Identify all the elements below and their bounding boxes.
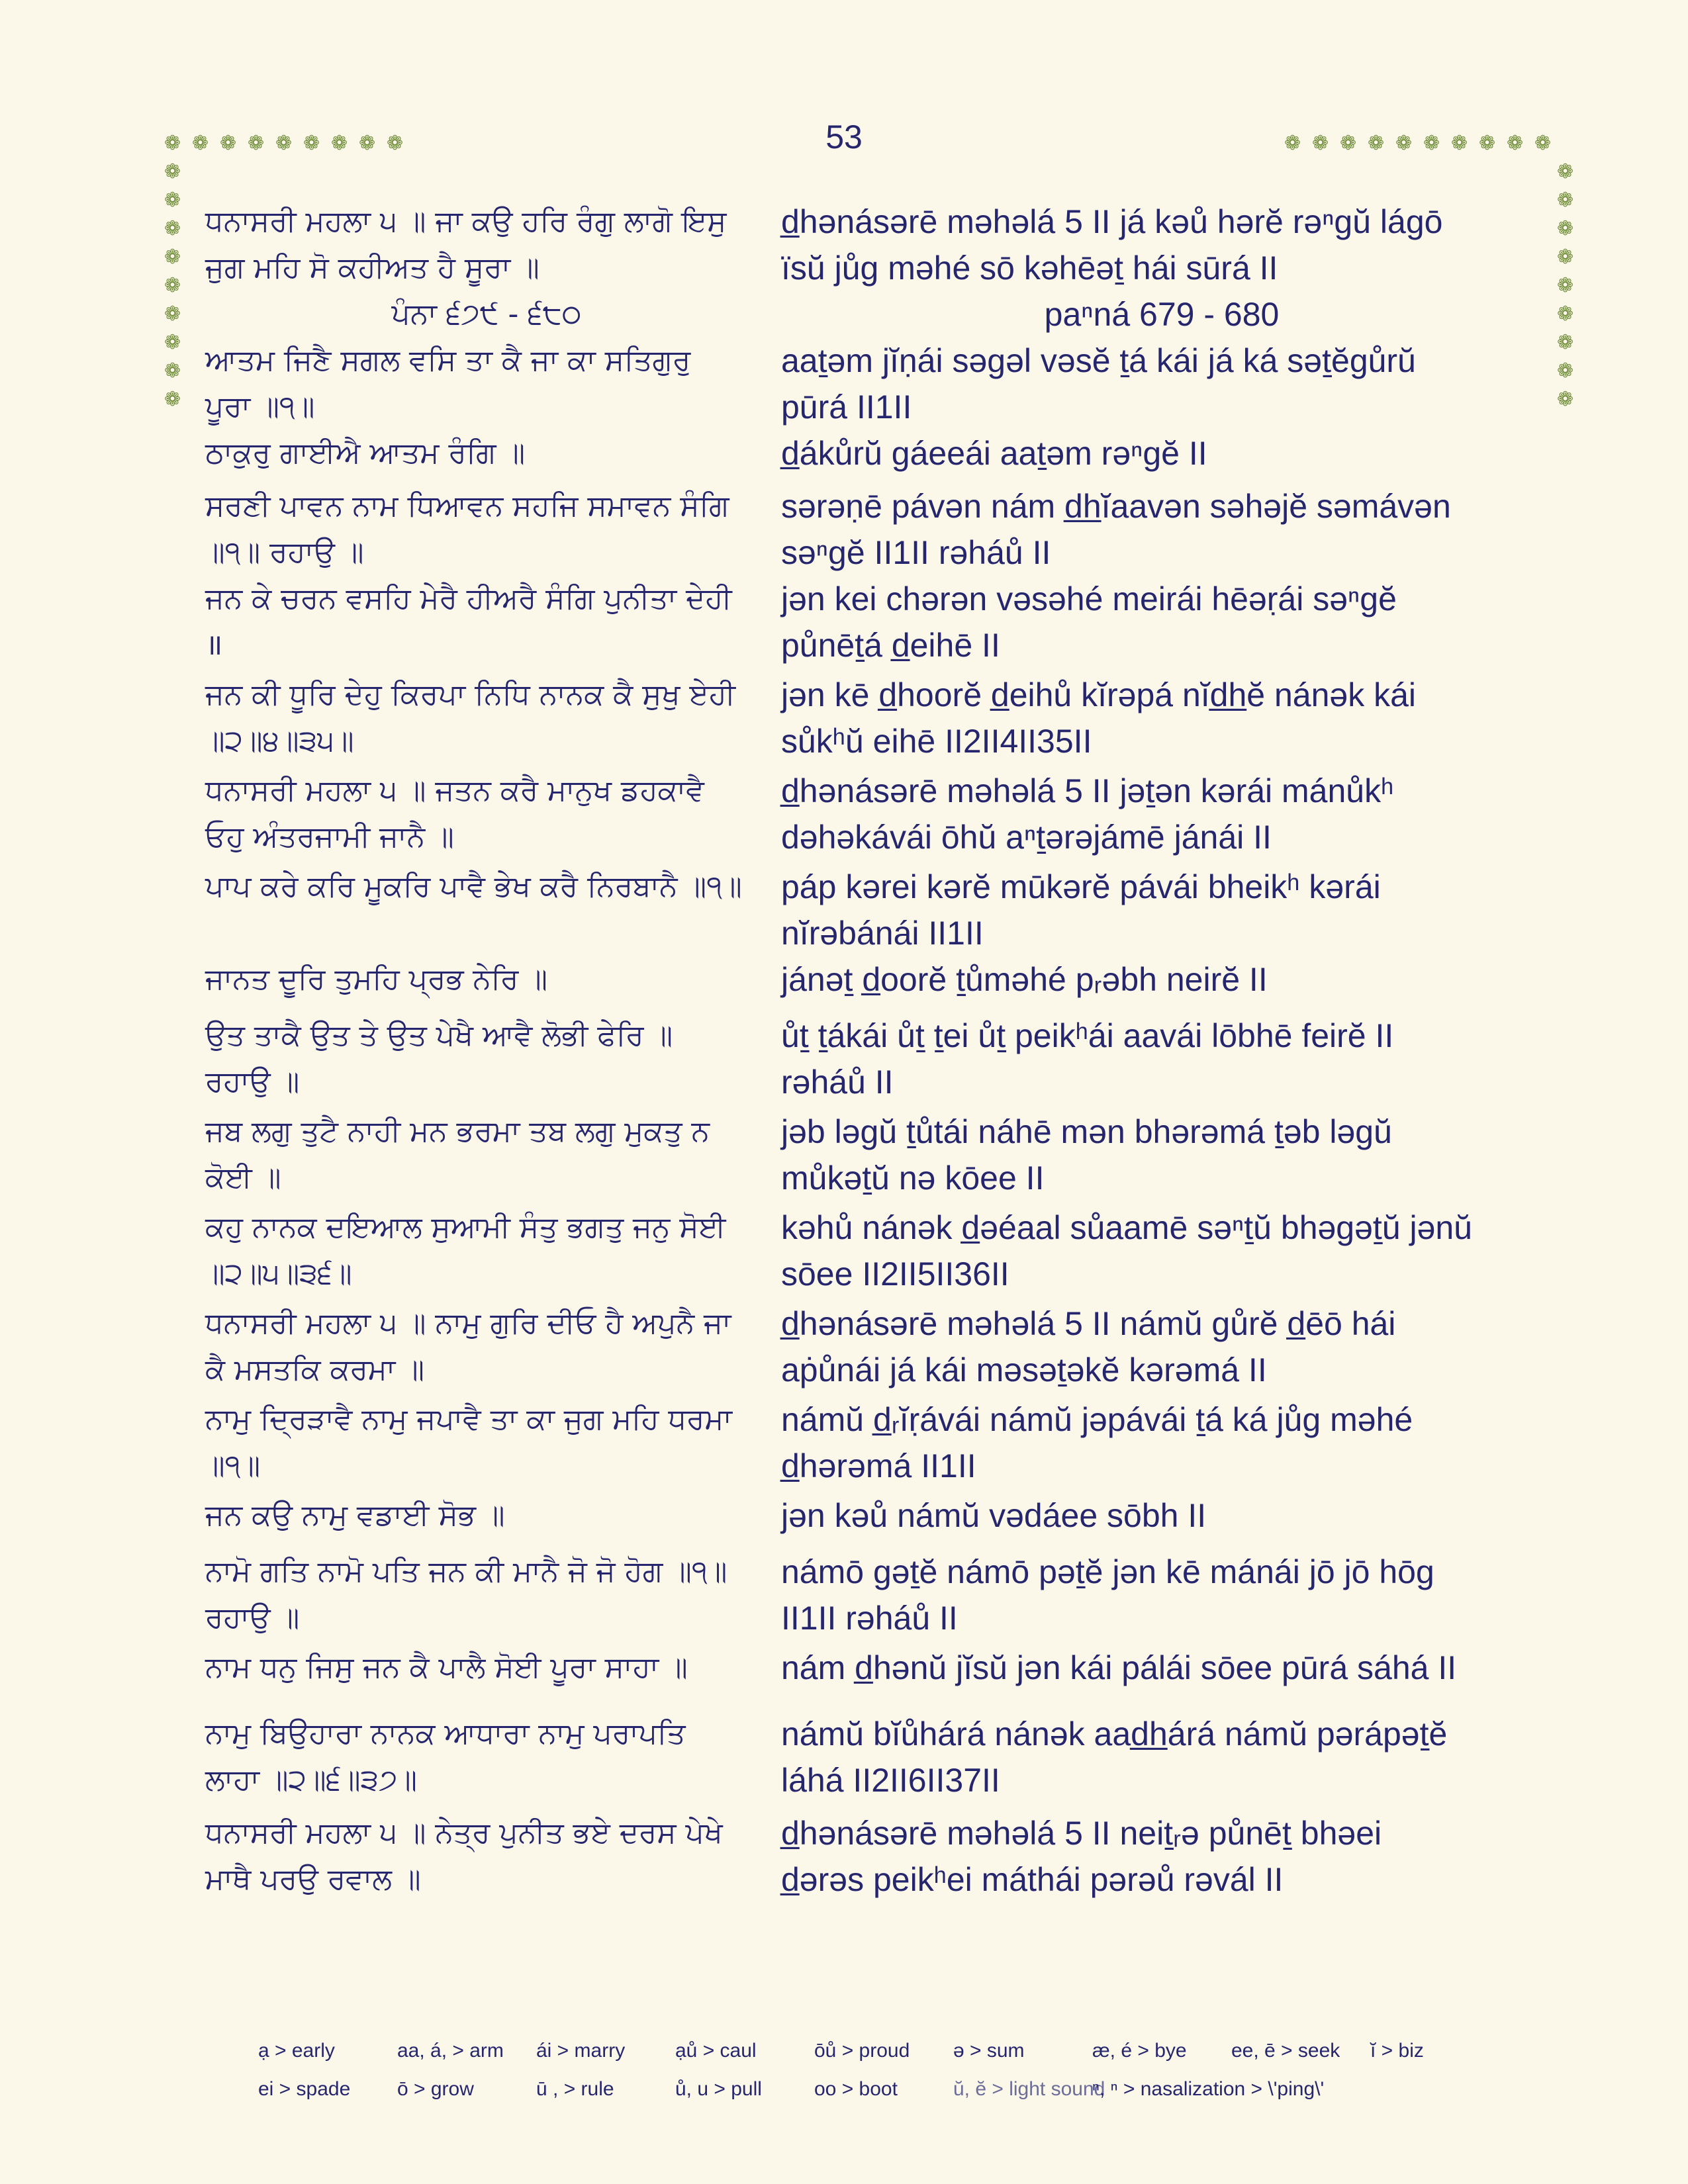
verse-row [205, 1109, 1542, 1205]
transliteration-text: jəb ləgŭ ṯůtái náhē mən bhərəmá ṯəb ləgŭ můkəṯŭ nə kōee II [781, 1113, 1392, 1197]
transliteration-text: kəhů nánək d̲əéaal sůaamē səⁿṯŭ bhəgəṯŭ jənŭ sōee II2II5II36II [781, 1209, 1473, 1293]
legend-item: ōů > proud [814, 2040, 910, 2062]
legend-item: ⁿ, ⁿ > nasalization > \'ping\' [1092, 2078, 1325, 2100]
transliteration-text: sərəṇē pávən nám d̲h̲ĭaavən səhəjĕ səmávən səⁿgĕ II1II rəháů II [781, 488, 1451, 571]
gurmukhi-text: ਧਨਾਸਰੀ ਮਹਲਾ ੫ ॥ ਨਾਮੁ ਗੁਰਿ ਦੀਓ ਹੈ ਅਪੁਨੈ ਜਾ ਕੈ ਮਸਤਕਿ ਕਰਮਾ ॥ [205, 1306, 731, 1387]
transliteration-text: jánəṯ d̲oorĕ ṯůməhé pᵣəbh neirĕ II [781, 961, 1268, 998]
transliteration-text: námŭ d̲ᵣĭṛávái námŭ jəpávái ṯá ká jůg məhé d̲hərəmá II1II [781, 1401, 1413, 1484]
gurmukhi-text: ਆਤਮ ਜਿਣੈ ਸਗਲ ਵਸਿ ਤਾ ਕੈ ਜਾ ਕਾ ਸਤਿਗੁਰੁ ਪੂਰਾ ॥੧॥ [205, 343, 691, 424]
legend-item: ů, u > pull [675, 2078, 762, 2100]
legend-item: ŭ, ĕ > light sound [953, 2078, 1105, 2100]
legend-item: ái > marry [536, 2040, 626, 2062]
gurmukhi-text: ਨਾਮੋ ਗਤਿ ਨਾਮੋ ਪਤਿ ਜਨ ਕੀ ਮਾਨੈ ਜੋ ਜੋ ਹੋਗ ॥੧॥ ਰਹਾਉ ॥ [205, 1555, 727, 1635]
flower-ornament-icon: ❁ [303, 132, 320, 155]
transliteration-text: jən kē d̲hoorĕ d̲eihů kĭrəpá nĭd̲h̲ĕ nánək kái sůkʰŭ eihē II2II4II35II [781, 676, 1417, 760]
gurmukhi-text: ਜਾਨਤ ਦੂਰਿ ਤੁਮਹਿ ਪ੍ਰਭ ਨੇਰਿ ॥ [205, 962, 548, 996]
flower-ornament-icon: ❁ [1312, 132, 1329, 155]
legend-item: ō > grow [397, 2078, 474, 2100]
legend-row [258, 2070, 1516, 2109]
flower-ornament-icon: ❁ [164, 189, 181, 212]
flower-ornament-icon: ❁ [1557, 189, 1574, 212]
flower-ornament-icon: ❁ [1557, 302, 1574, 326]
verse-row [205, 1013, 1542, 1109]
flower-ornament-icon: ❁ [1368, 132, 1385, 155]
gurmukhi-text: ਜਨ ਕੇ ਚਰਨ ਵਸਹਿ ਮੇਰੈ ਹੀਅਰੈ ਸੰਗਿ ਪੁਨੀਤਾ ਦੇਹੀ ॥ [205, 582, 732, 662]
flower-ornament-icon: ❁ [1507, 132, 1524, 155]
flower-ornament-icon: ❁ [248, 132, 265, 155]
page-number: 53 [825, 118, 863, 156]
transliteration-text: d̲hənásərē məhəlá 5 II neiṯᵣə půnēṯ bhəei d̲ərəs peikʰei máthái pərəů rəvál II [781, 1815, 1382, 1898]
legend-item: æ, é > bye [1092, 2040, 1187, 2062]
verse-row [205, 338, 1542, 430]
verse-row [205, 1396, 1542, 1492]
flower-ornament-icon: ❁ [359, 132, 376, 155]
verse-row [205, 1549, 1542, 1645]
verse-row [205, 1810, 1542, 1906]
verse-table [205, 199, 1542, 1906]
verse-row [205, 483, 1542, 576]
gurmukhi-text: ਜਬ ਲਗੁ ਤੁਟੈ ਨਾਹੀ ਮਨ ਭਰਮਾ ਤਬ ਲਗੁ ਮੁਕਤੁ ਨ ਕੋਈ ॥ [205, 1115, 710, 1195]
verse-row [205, 291, 1542, 338]
transliteration-text: aaṯəm jĭṇái səgəl vəsĕ ṯá kái já ká səṯĕgůrŭ pūrá II1II [781, 342, 1416, 426]
verse-row [205, 1300, 1542, 1396]
verse-row [205, 430, 1542, 483]
gurmukhi-text: ਧਨਾਸਰੀ ਮਹਲਾ ੫ ॥ ਜਤਨ ਕਰੈ ਮਾਨੁਖ ਡਹਕਾਵੈ ਓਹੁ ਅੰਤਰਜਾਮੀ ਜਾਨੈ ॥ [205, 774, 704, 854]
verse-row [205, 199, 1542, 291]
gurmukhi-text: ਠਾਕੁਰੁ ਗਾਈਐ ਆਤਮ ਰੰਗਿ ॥ [205, 436, 526, 470]
flower-ornament-icon: ❁ [1557, 359, 1574, 383]
flower-ornament-icon: ❁ [1479, 132, 1496, 155]
verse-row [205, 1711, 1542, 1810]
flower-ornament-icon: ❁ [164, 160, 181, 183]
verse-row [205, 672, 1542, 768]
transliteration-text: d̲hənásərē məhəlá 5 II jəṯən kərái mánůkʰ dəhəkávái ōhŭ aⁿṯərəjámē jánái II [781, 772, 1394, 856]
legend-row [258, 2032, 1516, 2070]
gurmukhi-text: ਧਨਾਸਰੀ ਮਹਲਾ ੫ ॥ ਨੇਤ੍ਰ ਪੁਨੀਤ ਭਏ ਦਰਸ ਪੇਖੇ ਮਾਥੈ ਪਰਉ ਰਵਾਲ ॥ [205, 1816, 723, 1896]
legend-item: ĭ > biz [1370, 2040, 1424, 2062]
flower-ornament-icon: ❁ [164, 331, 181, 354]
gurmukhi-text: ਨਾਮੁ ਦ੍ਰਿੜਾਵੈ ਨਾਮੁ ਜਪਾਵੈ ਤਾ ਕਾ ਜੁਗ ਮਹਿ ਧਰਮਾ ॥੧॥ [205, 1402, 733, 1482]
gurmukhi-text: ਨਾਮੁ ਬਿਉਹਾਰਾ ਨਾਨਕ ਆਧਾਰਾ ਨਾਮੁ ਪਰਾਪਤਿ ਲਾਹਾ ॥੨॥੬॥੩੭॥ [205, 1717, 686, 1797]
flower-ornament-icon: ❁ [164, 302, 181, 326]
verse-row [205, 1492, 1542, 1549]
gurmukhi-text: ਪੰਨਾ ੬੭੯ - ੬੮੦ [391, 297, 582, 331]
verse-row [205, 1645, 1542, 1711]
transliteration-text: d̲ákůrŭ gáeeái aaṯəm rəⁿgĕ II [781, 435, 1207, 472]
verse-row [205, 956, 1542, 1013]
flower-ornament-icon: ❁ [1557, 246, 1574, 269]
gurmukhi-text: ਸਰਣੀ ਪਾਵਨ ਨਾਮ ਧਿਆਵਨ ਸਹਜਿ ਸਮਾਵਨ ਸੰਗਿ ॥੧॥ ਰਹਾਉ ॥ [205, 489, 729, 569]
flower-ornament-icon: ❁ [164, 217, 181, 240]
flower-ornament-icon: ❁ [164, 388, 181, 411]
flower-ornament-icon: ❁ [275, 132, 293, 155]
transliteration-text: páp kərei kərĕ mūkərĕ pávái bheikʰ kərái nĭrəbánái II1II [781, 868, 1381, 952]
transliteration-text: paⁿná 679 - 680 [1044, 296, 1280, 333]
gurmukhi-text: ਉਤ ਤਾਕੈ ਉਤ ਤੇ ਉਤ ਪੇਖੈ ਆਵੈ ਲੋਭੀ ਫੇਰਿ ॥ ਰਹਾਉ ॥ [205, 1019, 673, 1099]
gurmukhi-text: ਜਨ ਕੀ ਧੂਰਿ ਦੇਹੁ ਕਿਰਪਾ ਨਿਧਿ ਨਾਨਕ ਕੈ ਸੁਖੁ ਏਹੀ ॥੨॥੪॥੩੫॥ [205, 678, 735, 758]
gurmukhi-text: ਪਾਪ ਕਰੇ ਕਰਿ ਮੂਕਰਿ ਪਾਵੈ ਭੇਖ ਕਰੈ ਨਿਰਬਾਨੈ ॥੧॥ [205, 870, 742, 903]
flower-ornament-icon: ❁ [331, 132, 348, 155]
flower-ornament-icon: ❁ [1284, 132, 1301, 155]
flower-ornament-icon: ❁ [164, 246, 181, 269]
flower-ornament-icon: ❁ [164, 359, 181, 383]
legend-item: ei > spade [258, 2078, 351, 2100]
flower-ornament-icon: ❁ [1423, 132, 1440, 155]
gurmukhi-text: ਜਨ ਕਉ ਨਾਮੁ ਵਡਾਈ ਸੋਭ ॥ [205, 1498, 505, 1532]
transliteration-text: d̲hənásərē məhəlá 5 II já kəů hərĕ rəⁿgŭ lágō ïsŭ jůg məhé sō kəhēəṯ hái sūrá II [781, 203, 1443, 287]
transliteration-text: námō gəṯĕ námō pəṯĕ jən kē mánái jō jō hōg II1II rəháů II [781, 1553, 1434, 1637]
flower-ornament-icon: ❁ [164, 132, 181, 155]
flower-ornament-icon: ❁ [1451, 132, 1468, 155]
gurmukhi-text: ਧਨਾਸਰੀ ਮਹਲਾ ੫ ॥ ਜਾ ਕਉ ਹਰਿ ਰੰਗੁ ਲਾਗੋ ਇਸੁ ਜੁਗ ਮਹਿ ਸੋ ਕਹੀਅਤ ਹੈ ਸੂਰਾ ॥ [205, 205, 727, 285]
transliteration-text: d̲hənásərē məhəlá 5 II námŭ gůrĕ d̲ēō hái aṗůnái já kái məsəṯəkĕ kərəmá II [781, 1305, 1396, 1388]
flower-ornament-icon: ❁ [1340, 132, 1357, 155]
verse-row [205, 864, 1542, 956]
flower-ornament-icon: ❁ [1557, 217, 1574, 240]
flower-ornament-icon: ❁ [192, 132, 209, 155]
legend-item: ạů > caul [675, 2040, 757, 2062]
gurmukhi-text: ਕਹੁ ਨਾਨਕ ਦਇਆਲ ਸੁਆਮੀ ਸੰਤੁ ਭਗਤੁ ਜਨੁ ਸੋਈ ॥੨॥੫॥੩੬॥ [205, 1210, 726, 1291]
flower-ornament-icon: ❁ [1534, 132, 1552, 155]
transliteration-text: nám d̲hənŭ jĭsŭ jən kái pálái sōee pūrá sáhá II [781, 1649, 1457, 1686]
flower-ornament-icon: ❁ [1557, 331, 1574, 354]
gurmukhi-text: ਨਾਮ ਧਨੁ ਜਿਸੁ ਜਨ ਕੈ ਪਾਲੈ ਸੋਈ ਪੂਰਾ ਸਾਹਾ ॥ [205, 1651, 688, 1684]
flower-ornament-icon: ❁ [1557, 388, 1574, 411]
flower-ornament-icon: ❁ [1557, 160, 1574, 183]
flower-ornament-icon: ❁ [220, 132, 237, 155]
flower-ornament-icon: ❁ [1557, 274, 1574, 297]
verse-row [205, 1205, 1542, 1300]
legend-item: ạ > early [258, 2040, 335, 2062]
verse-row [205, 768, 1542, 864]
pronunciation-legend [258, 2032, 1516, 2109]
legend-item: oo > boot [814, 2078, 898, 2100]
legend-item: ū , > rule [536, 2078, 614, 2100]
verse-row [205, 576, 1542, 672]
transliteration-text: námŭ bĭůhárá nánək aad̲h̲árá námŭ pərápəṯĕ láhá II2II6II37II [781, 1715, 1448, 1799]
legend-item: ee, ē > seek [1231, 2040, 1340, 2062]
flower-ornament-icon: ❁ [1395, 132, 1413, 155]
transliteration-text: ůṯ ṯákái ůṯ ṯei ůṯ peikʰái aavái lōbhē feirĕ II rəháů II [781, 1017, 1394, 1101]
legend-item: aa, á, > arm [397, 2040, 504, 2062]
flower-ornament-icon: ❁ [387, 132, 404, 155]
transliteration-text: jən kei chərən vəsəhé meirái hēəṛái səⁿgĕ půnēṯá d̲eihē II [781, 580, 1397, 664]
flower-ornament-icon: ❁ [164, 274, 181, 297]
transliteration-text: jən kəů námŭ vədáee sōbh II [781, 1497, 1207, 1534]
legend-item: ə > sum [953, 2040, 1025, 2062]
